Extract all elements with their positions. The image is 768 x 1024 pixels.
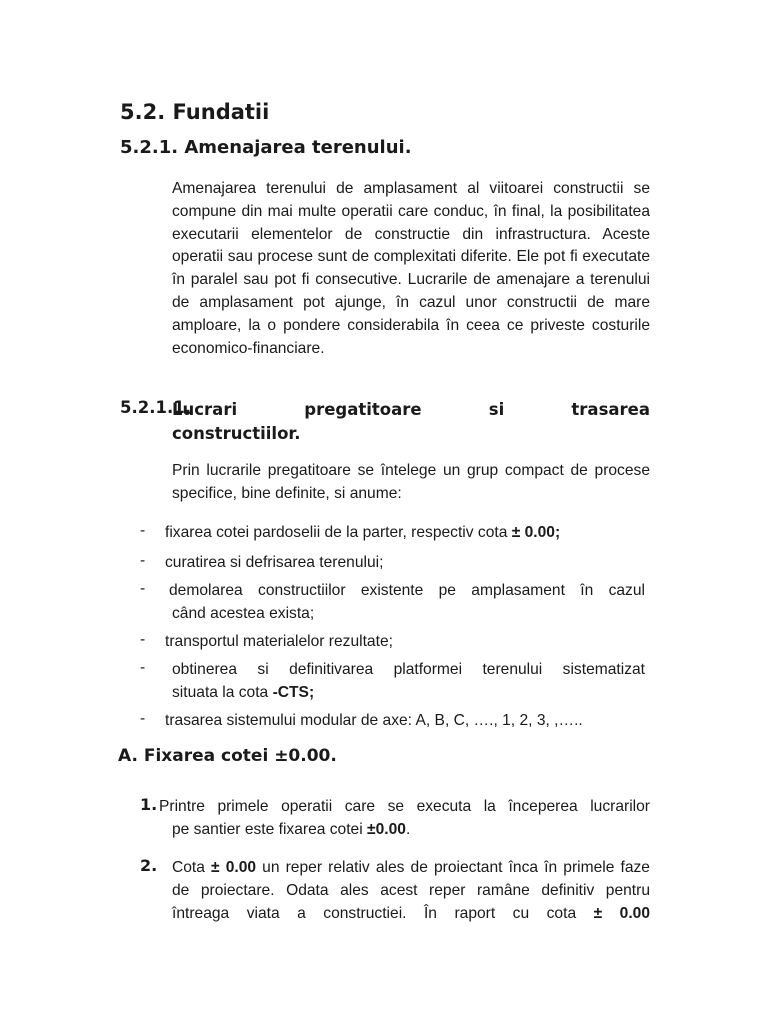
list-item: curatirea si defrisarea terenului; [165, 554, 384, 571]
list-item-line: când acestea exista; [172, 604, 315, 622]
list-item [165, 522, 645, 545]
bullet-dash: - [140, 552, 146, 569]
list-item-line [172, 682, 645, 705]
numbered-item-text: un reper relativ ales de proiectant înca în primele faze de proiectare. Odata ales acest reper ramâne definitiv pentru întreaga viata a constructiei. În raport cu cota [172, 859, 650, 922]
bullet-dash: - [140, 710, 146, 727]
list-item-text: fixarea cotei pardoselii de la parter, respectiv cota [165, 524, 512, 541]
bullet-dash: - [140, 659, 146, 676]
subsubsection-title-line2: constructiilor. [172, 424, 301, 443]
list-item: trasarea sistemului modular de axe: A, B, C, …., 1, 2, 3, ,….. [165, 712, 583, 729]
numbered-item-line [159, 818, 650, 841]
numbered-item-line: Printre primele operatii care se executa la începerea lucrarilor [159, 798, 650, 815]
list-item: transportul materialelor rezultate; [165, 633, 393, 650]
numbered-item-text: pe santier este fixarea cotei [172, 821, 368, 838]
numbered-item-bold: ±0.00 [367, 821, 406, 838]
item-number: 2. [140, 856, 158, 875]
list-item-bold: ± 0.00; [511, 524, 561, 541]
subsubsection-title-line1: Lucrari pregatitoare si trasarea [172, 400, 650, 419]
bullet-dash: - [140, 631, 146, 648]
numbered-item-bold: ± 0.00 [593, 905, 651, 922]
list-item-line: obtinerea si definitivarea platformei terenului sistematizat [172, 661, 645, 678]
item-number: 1. [140, 795, 158, 814]
bullet-dash: - [140, 522, 146, 539]
subsection-heading: 5.2.1. Amenajarea terenului. [120, 137, 412, 158]
bullet-dash: - [140, 580, 146, 597]
list-item-line: demolarea constructiilor existente pe amplasament în cazul [169, 582, 645, 599]
list-item-text: situata la cota [172, 683, 273, 701]
numbered-item-text: Cota [172, 859, 212, 876]
numbered-item [172, 856, 650, 925]
subsubsection-number: 5.2.1.1. [120, 398, 191, 417]
numbered-item [159, 795, 650, 841]
list-item [172, 659, 645, 705]
section-heading: 5.2. Fundatii [120, 100, 270, 124]
intro-paragraph: Amenajarea terenului de amplasament al viitoarei constructii se compune din mai multe operatii care conduc, în final, la posibilitatea executarii elementelor de constructie din infrastructura. Aceste operatii sau procese sunt de complexitati diferite. Ele pot fi executate în paralel sau pot fi consecutive. Lucrarile de amenajare a terenului de amplasament pot ajunge, în cazul unor constructii de mare amploare, la o pondere considerabila în ceea ce priveste costurile economico-financiare. [172, 180, 650, 357]
list-item [169, 580, 645, 626]
numbered-item-bold: ± 0.00 [211, 859, 257, 876]
preparatory-paragraph: Prin lucrarile pregatitoare se întelege un grup compact de procese specifice, bine definite, si anume: [172, 462, 650, 502]
numbered-item-text: . [405, 821, 411, 838]
section-a-heading: A. Fixarea cotei ±0.00. [118, 746, 337, 766]
list-item-bold: -CTS; [272, 683, 315, 701]
